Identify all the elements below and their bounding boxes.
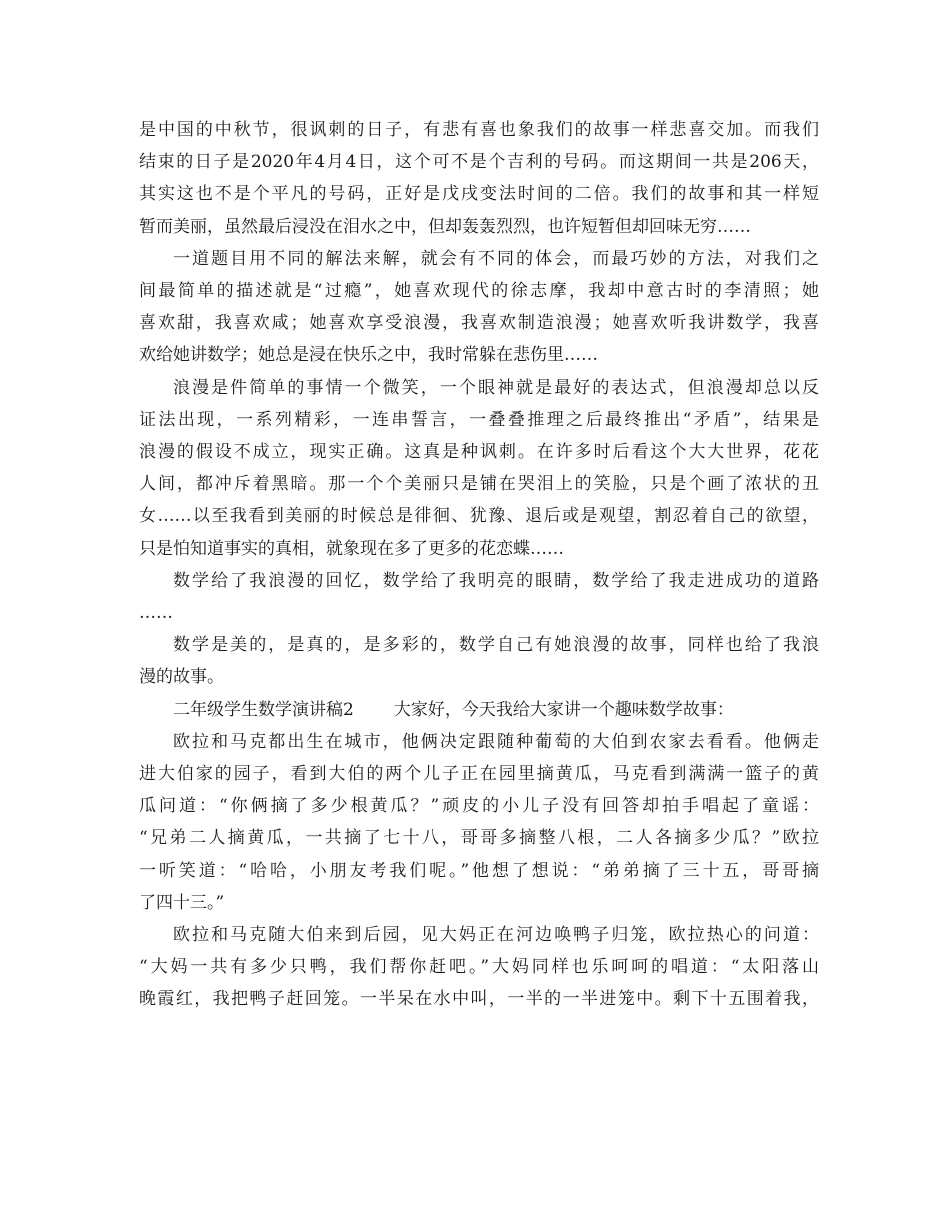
text-line: 进大伯家的园子，看到大伯的两个儿子正在园里摘黄瓜，马克看到满满一篮子的黄	[139, 764, 819, 785]
text-line: 女……以至我看到美丽的时候总是徘徊、犹豫、退后或是观望，割忍着自己的欲望，	[139, 506, 819, 527]
text-line: 人间，都冲斥着黑暗。那一个个美丽只是铺在哭泪上的笑脸，只是个画了浓状的丑	[139, 474, 819, 495]
section-heading-line	[139, 694, 819, 726]
text-line: ……	[139, 603, 173, 624]
text-line: 一道题目用不同的解法来解，就会有不同的体会，而最巧妙的方法，对我们之	[173, 248, 819, 269]
text-line: 瓜问道：“你俩摘了多少根黄瓜？”顽皮的小儿子没有回答却拍手唱起了童谣：	[139, 796, 819, 817]
paragraph	[139, 114, 819, 243]
text-line: 喜欢甜，我喜欢咸；她喜欢享受浪漫，我喜欢制造浪漫；她喜欢听我讲数学，我喜	[139, 313, 819, 334]
paragraph	[139, 243, 819, 372]
text-line: 证法出现，一系列精彩，一连串誓言，一叠叠推理之后最终推出“矛盾”，结果是	[139, 409, 819, 430]
text-line: 只是怕知道事实的真相，就象现在多了更多的花恋蝶……	[139, 538, 564, 559]
text-line: “大妈一共有多少只鸭，我们帮你赶吧。”大妈同样也乐呵呵的唱道：“太阳落山	[139, 957, 819, 978]
text-line: 数学是美的，是真的，是多彩的，数学自己有她浪漫的故事，同样也给了我浪	[173, 635, 819, 656]
text-line: 浪漫的假设不成立，现实正确。这真是种讽刺。在许多时后看这个大大世界，花花	[139, 442, 819, 463]
text-line: 欧拉和马克随大伯来到后园，见大妈正在河边唤鸭子归笼，欧拉热心的问道：	[173, 925, 819, 946]
text-line: 暂而美丽，虽然最后浸没在泪水之中，但却轰轰烈烈，也许短暂但却回味无穷……	[139, 216, 751, 237]
section-heading-rest: 大家好，今天我给大家讲一个趣味数学故事：	[393, 699, 734, 720]
text-line: 浪漫是件简单的事情一个微笑，一个眼神就是最好的表达式，但浪漫却总以反	[173, 377, 819, 398]
text-line: 晚霞红，我把鸭子赶回笼。一半呆在水中叫，一半的一半进笼中。剩下十五围着我，	[139, 989, 819, 1010]
text-line: 漫的故事。	[139, 667, 224, 688]
text-line: 间最简单的描述就是“过瘾”，她喜欢现代的徐志摩，我却中意古时的李清照；她	[139, 281, 819, 302]
text-line: 了四十三。”	[139, 892, 225, 913]
section-heading-paragraph	[139, 694, 819, 726]
text-line: “兄弟二人摘黄瓜，一共摘了七十八，哥哥多摘整八根，二人各摘多少瓜？”欧拉	[139, 828, 819, 849]
text-line: 一听笑道：“哈哈，小朋友考我们呢。”他想了想说：“弟弟摘了三十五，哥哥摘	[139, 860, 819, 881]
text-line: 是中国的中秋节，很讽刺的日子，有悲有喜也象我们的故事一样悲喜交加。而我们	[139, 120, 819, 140]
text-line: 其实这也不是个平凡的号码，正好是戊戌变法时间的二倍。我们的故事和其一样短	[139, 184, 819, 205]
section-heading: 二年级学生数学演讲稿2	[173, 699, 354, 720]
text-line: 欧拉和马克都出生在城市，他俩决定跟随种葡萄的大伯到农家去看看。他俩走	[173, 731, 819, 752]
paragraph	[139, 726, 819, 919]
text-line: 欢给她讲数学；她总是浸在快乐之中，我时常躲在悲伤里……	[139, 345, 598, 366]
text-line: 结束的日子是2020年4月4日，这个可不是个吉利的号码。而这期间一共是206天，	[139, 152, 819, 173]
text-line: 数学给了我浪漫的回忆，数学给了我明亮的眼睛，数学给了我走进成功的道路	[173, 570, 819, 591]
document-body	[139, 114, 819, 1016]
paragraph	[139, 372, 819, 565]
paragraph	[139, 565, 819, 629]
paragraph	[139, 629, 819, 693]
paragraph	[139, 919, 819, 1016]
